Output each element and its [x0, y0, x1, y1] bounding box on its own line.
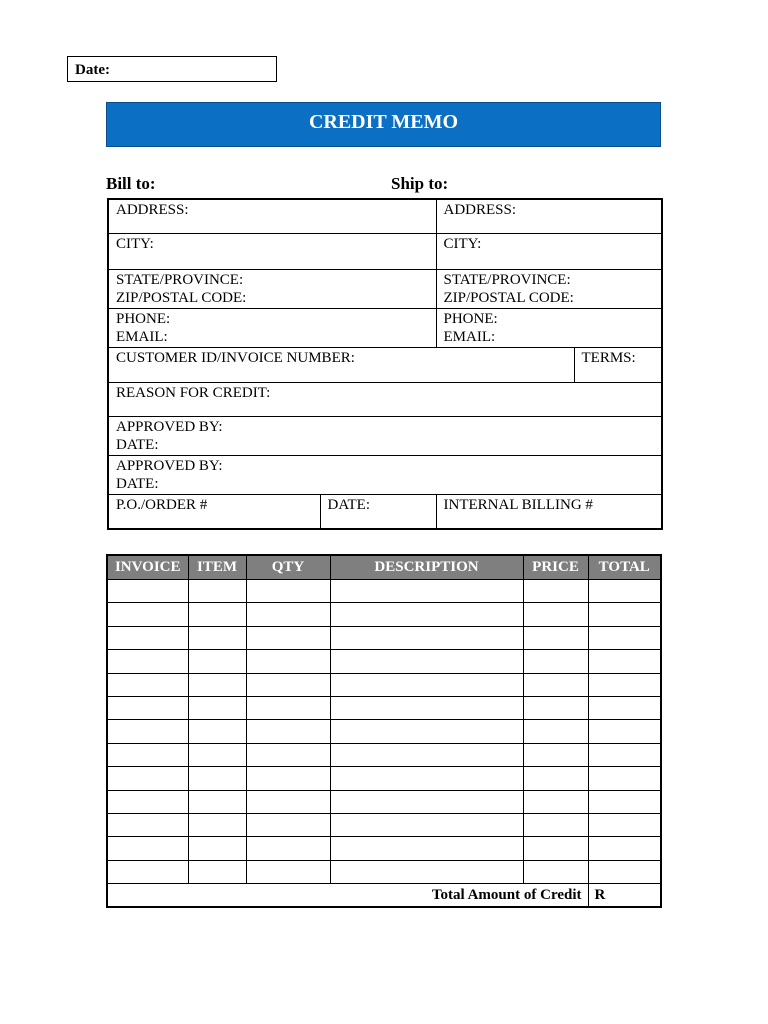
- table-cell-invoice[interactable]: [107, 696, 188, 719]
- approved-by-field-1[interactable]: [108, 416, 662, 455]
- order-date-label: DATE:: [327, 496, 370, 513]
- table-row: [107, 650, 661, 673]
- table-cell-description[interactable]: [330, 837, 523, 860]
- customer-id-field[interactable]: [108, 347, 574, 382]
- table-row: [107, 603, 661, 626]
- table-cell-invoice[interactable]: [107, 580, 188, 603]
- table-cell-invoice[interactable]: [107, 603, 188, 626]
- ship-zip-label: ZIP/POSTAL CODE:: [443, 289, 574, 306]
- table-cell-qty[interactable]: [246, 813, 330, 836]
- bill-address-field[interactable]: [108, 199, 436, 233]
- table-cell-invoice[interactable]: [107, 767, 188, 790]
- internal-billing-field[interactable]: [436, 494, 662, 529]
- bill-city-label: CITY:: [116, 235, 154, 252]
- table-row: [107, 813, 661, 836]
- table-cell-invoice[interactable]: [107, 650, 188, 673]
- ship-to-heading: Ship to:: [391, 174, 449, 193]
- bill-email-label: EMAIL:: [116, 328, 168, 345]
- internal-billing-label: INTERNAL BILLING #: [443, 496, 593, 513]
- bill-city-field[interactable]: [108, 233, 436, 269]
- table-cell-qty[interactable]: [246, 696, 330, 719]
- table-cell-price[interactable]: [523, 673, 588, 696]
- col-header-item: ITEM: [188, 555, 246, 580]
- table-cell-item[interactable]: [188, 790, 246, 813]
- table-cell-item[interactable]: [188, 720, 246, 743]
- ship-state-label: STATE/PROVINCE:: [443, 271, 571, 288]
- table-cell-item[interactable]: [188, 837, 246, 860]
- customer-id-label: CUSTOMER ID/INVOICE NUMBER:: [116, 349, 355, 366]
- table-cell-total[interactable]: [588, 673, 661, 696]
- table-cell-item[interactable]: [188, 696, 246, 719]
- table-cell-description[interactable]: [330, 790, 523, 813]
- table-row: [107, 696, 661, 719]
- total-amount-label: Total Amount of Credit: [107, 884, 588, 908]
- table-cell-price[interactable]: [523, 580, 588, 603]
- ship-state-zip-field[interactable]: [436, 269, 662, 308]
- table-cell-description[interactable]: [330, 603, 523, 626]
- order-date-field[interactable]: [320, 494, 436, 529]
- po-order-field[interactable]: [108, 494, 320, 529]
- table-cell-total[interactable]: [588, 696, 661, 719]
- approved-date-label: DATE:: [116, 475, 159, 492]
- table-cell-description[interactable]: [330, 813, 523, 836]
- table-cell-qty[interactable]: [246, 790, 330, 813]
- ship-address-field[interactable]: [436, 199, 662, 233]
- table-cell-qty[interactable]: [246, 626, 330, 649]
- table-cell-description[interactable]: [330, 650, 523, 673]
- table-cell-qty[interactable]: [246, 743, 330, 766]
- table-cell-item[interactable]: [188, 650, 246, 673]
- line-items-table: [106, 554, 662, 908]
- table-cell-invoice[interactable]: [107, 626, 188, 649]
- table-cell-total[interactable]: [588, 743, 661, 766]
- total-amount-value[interactable]: R: [588, 884, 661, 908]
- table-header-row: [107, 555, 661, 580]
- table-cell-price[interactable]: [523, 790, 588, 813]
- date-field[interactable]: [67, 56, 277, 82]
- bill-zip-label: ZIP/POSTAL CODE:: [116, 289, 247, 306]
- po-order-label: P.O./ORDER #: [116, 496, 208, 513]
- table-cell-item[interactable]: [188, 673, 246, 696]
- table-cell-description[interactable]: [330, 743, 523, 766]
- table-cell-invoice[interactable]: [107, 837, 188, 860]
- table-cell-invoice[interactable]: [107, 743, 188, 766]
- table-cell-item[interactable]: [188, 813, 246, 836]
- table-cell-total[interactable]: [588, 813, 661, 836]
- line-items-body: [107, 580, 661, 884]
- bill-phone-label: PHONE:: [116, 310, 171, 327]
- table-cell-total[interactable]: [588, 837, 661, 860]
- table-cell-qty[interactable]: [246, 580, 330, 603]
- table-cell-price[interactable]: [523, 860, 588, 883]
- table-cell-price[interactable]: [523, 837, 588, 860]
- bill-to-heading: Bill to:: [106, 174, 156, 193]
- table-cell-total[interactable]: [588, 580, 661, 603]
- terms-label: TERMS:: [581, 349, 636, 366]
- table-cell-total[interactable]: [588, 626, 661, 649]
- table-row: [107, 720, 661, 743]
- table-cell-price[interactable]: [523, 696, 588, 719]
- table-cell-price[interactable]: [523, 743, 588, 766]
- date-label: Date:: [75, 62, 110, 78]
- bill-phone-email-field[interactable]: [108, 308, 436, 347]
- table-cell-price[interactable]: [523, 720, 588, 743]
- table-row: [107, 743, 661, 766]
- table-cell-description[interactable]: [330, 673, 523, 696]
- col-header-total: TOTAL: [588, 555, 661, 580]
- table-cell-description[interactable]: [330, 580, 523, 603]
- col-header-description: DESCRIPTION: [330, 555, 523, 580]
- table-cell-item[interactable]: [188, 603, 246, 626]
- table-cell-price[interactable]: [523, 767, 588, 790]
- table-row: [107, 837, 661, 860]
- credit-memo-title-banner: [106, 102, 661, 147]
- table-cell-price[interactable]: [523, 650, 588, 673]
- table-row: [107, 626, 661, 649]
- approved-by-label: APPROVED BY:: [116, 457, 223, 474]
- page-title: CREDIT MEMO: [308, 111, 459, 133]
- table-cell-total[interactable]: [588, 650, 661, 673]
- table-cell-qty[interactable]: [246, 603, 330, 626]
- table-cell-item[interactable]: [188, 626, 246, 649]
- table-cell-description[interactable]: [330, 626, 523, 649]
- ship-email-label: EMAIL:: [443, 328, 496, 345]
- table-row: [107, 673, 661, 696]
- customer-info-table: [107, 198, 663, 530]
- table-cell-item[interactable]: [188, 860, 246, 883]
- table-cell-total[interactable]: [588, 790, 661, 813]
- table-cell-description[interactable]: [330, 767, 523, 790]
- table-cell-total[interactable]: [588, 720, 661, 743]
- table-cell-invoice[interactable]: [107, 790, 188, 813]
- col-header-qty: QTY: [246, 555, 330, 580]
- reason-for-credit-field[interactable]: [108, 382, 662, 416]
- table-row: [107, 767, 661, 790]
- col-header-price: PRICE: [523, 555, 588, 580]
- table-cell-price[interactable]: [523, 813, 588, 836]
- table-cell-qty[interactable]: [246, 837, 330, 860]
- ship-phone-email-field[interactable]: [436, 308, 662, 347]
- table-cell-description[interactable]: [330, 720, 523, 743]
- table-cell-invoice[interactable]: [107, 720, 188, 743]
- table-cell-item[interactable]: [188, 767, 246, 790]
- table-row: [107, 580, 661, 603]
- bill-state-zip-field[interactable]: [108, 269, 436, 308]
- reason-label: REASON FOR CREDIT:: [116, 384, 271, 401]
- table-cell-item[interactable]: [188, 580, 246, 603]
- table-row: [107, 790, 661, 813]
- table-cell-total[interactable]: [588, 860, 661, 883]
- total-row: [107, 884, 661, 908]
- table-cell-price[interactable]: [523, 626, 588, 649]
- ship-address-label: ADDRESS:: [443, 202, 517, 218]
- approved-by-field-2[interactable]: [108, 455, 662, 494]
- table-cell-invoice[interactable]: [107, 673, 188, 696]
- table-cell-invoice[interactable]: [107, 813, 188, 836]
- bill-state-label: STATE/PROVINCE:: [116, 271, 244, 288]
- approved-by-label: APPROVED BY:: [116, 418, 223, 435]
- ship-city-label: CITY:: [443, 235, 482, 252]
- table-cell-description[interactable]: [330, 860, 523, 883]
- table-cell-total[interactable]: [588, 603, 661, 626]
- table-cell-qty[interactable]: [246, 767, 330, 790]
- table-cell-qty[interactable]: [246, 673, 330, 696]
- col-header-invoice: INVOICE: [107, 555, 188, 580]
- terms-field[interactable]: [574, 347, 662, 382]
- table-cell-item[interactable]: [188, 743, 246, 766]
- bill-address-label: ADDRESS:: [116, 202, 189, 218]
- ship-phone-label: PHONE:: [443, 310, 498, 327]
- table-cell-invoice[interactable]: [107, 860, 188, 883]
- table-cell-qty[interactable]: [246, 720, 330, 743]
- table-row: [107, 860, 661, 883]
- approved-date-label: DATE:: [116, 436, 159, 453]
- table-cell-qty[interactable]: [246, 860, 330, 883]
- ship-city-field[interactable]: [436, 233, 662, 269]
- table-cell-total[interactable]: [588, 767, 661, 790]
- table-cell-description[interactable]: [330, 696, 523, 719]
- table-cell-qty[interactable]: [246, 650, 330, 673]
- table-cell-price[interactable]: [523, 603, 588, 626]
